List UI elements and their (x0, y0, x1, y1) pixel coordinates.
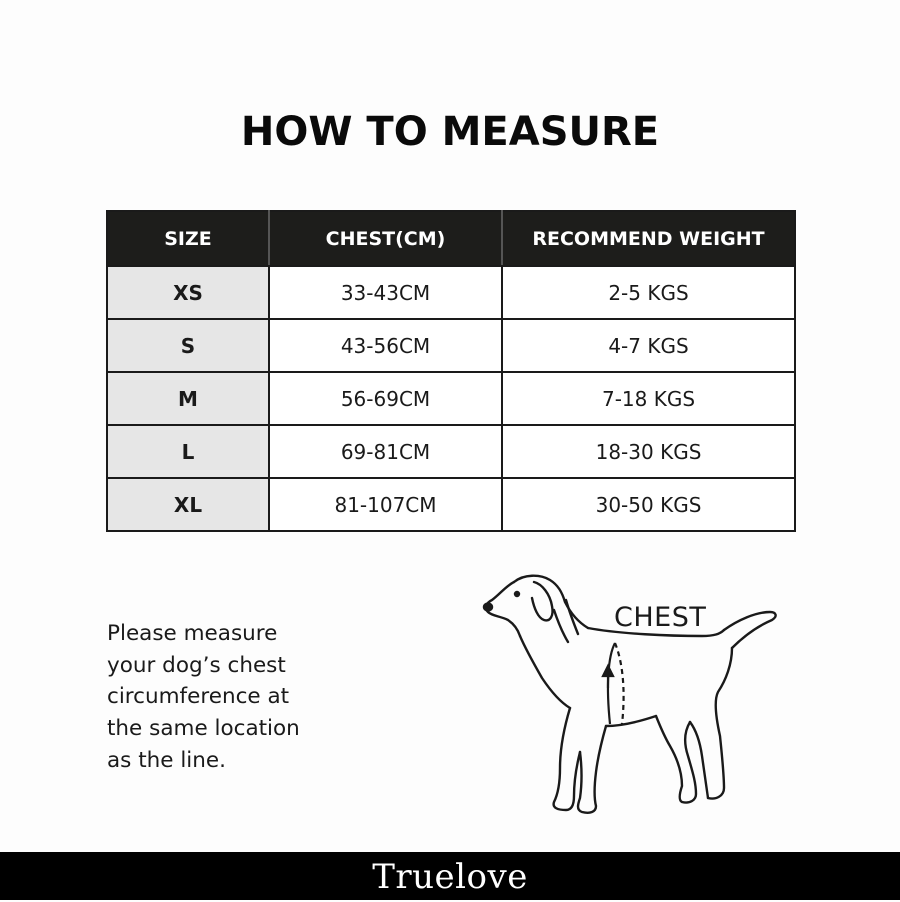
instruction-line: the same location (107, 716, 300, 742)
size-cell: M (107, 372, 269, 425)
chest-label: CHEST (614, 602, 707, 633)
weight-cell: 2-5 KGS (502, 266, 795, 319)
table-row (107, 372, 795, 425)
size-cell: S (107, 319, 269, 372)
page-title: HOW TO MEASURE (240, 109, 660, 155)
table-row (107, 319, 795, 372)
column-header-chest: CHEST(CM) (269, 211, 502, 266)
table-row (107, 266, 795, 319)
instruction-line: circumference at (107, 684, 290, 710)
column-header-size: SIZE (107, 211, 269, 266)
chest-cell: 81-107CM (269, 478, 502, 531)
weight-cell: 4-7 KGS (502, 319, 795, 372)
dog-outline-icon (470, 560, 790, 820)
measure-instructions (107, 618, 347, 777)
instruction-line: Please measure (107, 621, 278, 646)
table-row (107, 425, 795, 478)
brand-footer (0, 852, 900, 900)
chest-cell: 56-69CM (269, 372, 502, 425)
table-header-row (107, 211, 795, 266)
table-row (107, 478, 795, 531)
size-cell: L (107, 425, 269, 478)
size-chart-table (106, 210, 796, 532)
column-header-weight: RECOMMEND WEIGHT (502, 211, 795, 266)
chest-cell: 69-81CM (269, 425, 502, 478)
weight-cell: 7-18 KGS (502, 372, 795, 425)
weight-cell: 18-30 KGS (502, 425, 795, 478)
instruction-line: as the line. (107, 747, 226, 773)
chest-cell: 43-56CM (269, 319, 502, 372)
instruction-line: your dog’s chest (107, 652, 286, 678)
size-cell: XS (107, 266, 269, 319)
brand-logo: Truelove (372, 857, 528, 897)
weight-cell: 30-50 KGS (502, 478, 795, 531)
chest-cell: 33-43CM (269, 266, 502, 319)
size-cell: XL (107, 478, 269, 531)
